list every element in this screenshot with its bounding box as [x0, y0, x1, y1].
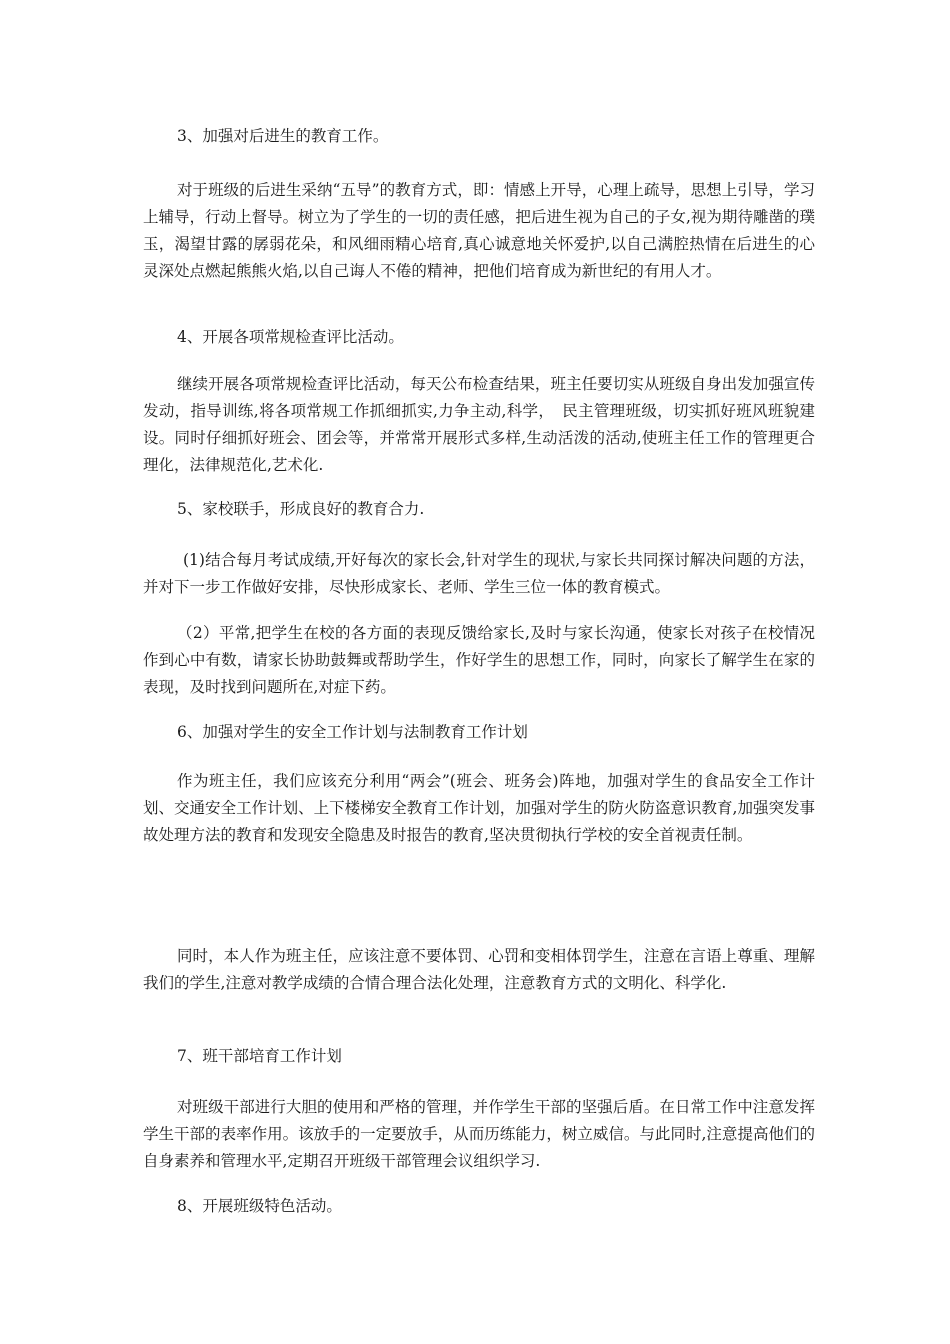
- paragraph-safety-education: 作为班主任，我们应该充分利用“两会”(班会、班务会)阵地，加强对学生的食品安全工作计划、交通安全工作计划、上下楼梯安全教育工作计划，加强对学生的防火防盗意识教育,加强突发事故处理方法的教育和发现安全隐患及时报告的教育,坚决贯彻执行学校的安全首视责任制。: [143, 772, 815, 844]
- section-heading-5: 5、家校联手，形成良好的教育合力.: [177, 500, 425, 518]
- paragraph-parent-meetings: (1)结合每月考试成绩,开好每次的家长会,针对学生的现状,与家长共同探讨解决问题的方法，并对下一步工作做好安排，尽快形成家长、老师、学生三位一体的教育模式。: [143, 551, 815, 596]
- paragraph-class-cadres: 对班级干部进行大胆的使用和严格的管理，并作学生干部的坚强后盾。在日常工作中注意发挥学生干部的表率作用。该放手的一定要放手，从而历练能力，树立威信。与此同时,注意提高他们的自身素养和管理水平,定期召开班级干部管理会议组织学习.: [143, 1098, 815, 1170]
- paragraph-no-corporal-punishment: 同时，本人作为班主任，应该注意不要体罚、心罚和变相体罚学生，注意在言语上尊重、理解我们的学生,注意对教学成绩的合情合理合法化处理，注意教育方式的文明化、科学化.: [143, 947, 815, 992]
- section-heading-6: 6、加强对学生的安全工作计划与法制教育工作计划: [177, 723, 528, 741]
- paragraph-parent-communication: （2）平常,把学生在校的各方面的表现反馈给家长,及时与家长沟通，使家长对孩子在校情况作到心中有数，请家长协助鼓舞或帮助学生，作好学生的思想工作，同时，向家长了解学生在家的表现，及时找到问题所在,对症下药。: [143, 624, 815, 696]
- section-heading-7: 7、班干部培育工作计划: [177, 1047, 342, 1065]
- section-heading-3: 3、加强对后进生的教育工作。: [177, 127, 389, 145]
- section-heading-8: 8、开展班级特色活动。: [177, 1197, 342, 1215]
- section-heading-4: 4、开展各项常规检查评比活动。: [177, 328, 404, 346]
- paragraph-underperforming-students: 对于班级的后进生采纳“五导”的教育方式，即：情感上开导，心理上疏导，思想上引导，学习上辅导，行动上督导。树立为了学生的一切的责任感，把后进生视为自己的子女,视为期待雕凿的璞玉，渴望甘露的孱弱花朵，和风细雨精心培育,真心诚意地关怀爱护,以自己满腔热情在后进生的心灵深处点燃起熊熊火焰,以自己诲人不倦的精神，把他们培育成为新世纪的有用人才。: [143, 181, 815, 280]
- paragraph-routine-inspection: 继续开展各项常规检查评比活动，每天公布检查结果，班主任要切实从班级自身出发加强宣传发动，指导训练,将各项常规工作抓细抓实,力争主动,科学， 民主管理班级，切实抓好班风班貌建设。同时仔细抓好班会、团会等，并常常开展形式多样,生动活泼的活动,使班主任工作的管理更合理化，法律规范化,艺术化.: [143, 375, 815, 474]
